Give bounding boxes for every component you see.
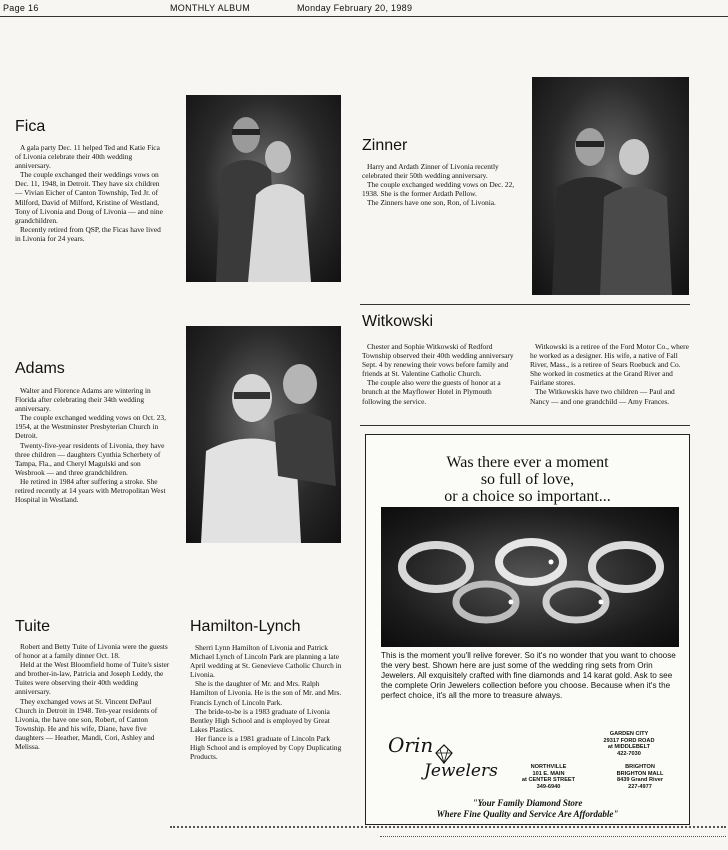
store-line: 8439 Grand River <box>616 777 664 784</box>
fica-paragraph: Recently retired from QSP, the Ficas have lived in Livonia for 24 years. <box>15 224 161 243</box>
fica-couple-photo <box>186 95 341 282</box>
adams-paragraph: He retired in 1984 after suffering a stroke. She retired recently at 14 years with Metropolitan West Hospital in Westland. <box>15 476 166 505</box>
hamilton-paragraph: The bride-to-be is a 1983 graduate of Livonia Bentley High School and is employed by Great Lakes Plastics. <box>190 706 330 734</box>
adams-paragraph: Twenty-five-year residents of Livonia, they have three children — daughters Cynthia Scherbety of Tampa, Fla., and Cheryl Magulski and son Wesbrook — and three grandchildren. <box>15 440 165 477</box>
tagline-line: Where Fine Quality and Service Are Affordable" <box>436 809 619 819</box>
zinner-paragraph: The couple exchanged wedding vows on Dec. 22, 1938. She is the former Ardath Pellow. <box>362 180 515 199</box>
adams-paragraph: The couple exchanged wedding vows on Oct. 23, 1954, at the Westminster Presbyterian Church in Detroit. <box>15 413 166 441</box>
store-line: at MIDDLEBELT <box>607 744 651 751</box>
store-line: at CENTER STREET <box>521 777 576 784</box>
hamilton-lynch-article <box>190 643 345 761</box>
fica-paragraph: A gala party Dec. 11 helped Ted and Katie Fica of Livonia celebrate their 40th wedding anniversary. <box>15 143 160 171</box>
hamilton-lynch-title: Hamilton-Lynch <box>190 618 301 635</box>
logo-orin: Orin <box>388 733 434 757</box>
witkowski-title: Witkowski <box>362 313 434 330</box>
store-brighton <box>594 764 686 790</box>
witkowski-top-rule <box>360 304 690 305</box>
store-line: 29317 FORD ROAD <box>603 737 655 744</box>
adams-paragraph: Walter and Florence Adams are wintering in Florida after celebrating their 34th wedding anniversary. <box>15 386 151 414</box>
store-garden-city <box>574 731 684 757</box>
fica-article <box>15 143 167 243</box>
ad-headline <box>366 454 689 505</box>
adams-article <box>15 386 170 504</box>
store-line: NORTHVILLE <box>530 764 567 770</box>
page-number: Page 16 <box>3 3 39 13</box>
tuite-paragraph: They exchanged vows at St. Vincent DePaul Church in Detroit in 1948. Ten-year residents of Livonia, the have one son, Robert, of Canton Township. He and his wife, Diane, have five daughters — Heather, Mandi, Cori, Ashley and Melissa. <box>15 696 158 752</box>
witkowski-bottom-rule <box>360 425 690 426</box>
store-line: 227-4977 <box>628 783 652 790</box>
store-line: 422-7030 <box>617 750 641 757</box>
orin-jewelers-logo <box>386 731 506 791</box>
issue-date: Monday February 20, 1989 <box>297 3 413 13</box>
tuite-article <box>15 642 170 751</box>
store-line: 349-6940 <box>536 783 561 790</box>
adams-title: Adams <box>15 360 65 377</box>
hamilton-paragraph: Her fiance is a 1981 graduate of Lincoln Park High School and is employed by Copy Duplicating Products. <box>190 733 342 762</box>
ad-headline-line: so full of love, <box>480 471 575 488</box>
section-name: MONTHLY ALBUM <box>170 3 251 13</box>
hamilton-paragraph: Sherri Lynn Hamilton of Livonia and Patrick Michael Lynch of Lincoln Park are planning a late April wedding at St. Genevieve Catholic Church in Livonia. <box>190 643 342 680</box>
store-line: BRIGHTON MALL <box>616 770 664 777</box>
ad-headline-line: Was there ever a moment <box>446 454 609 471</box>
wedding-rings-photo <box>381 507 679 647</box>
logo-jewelers: Jewelers <box>424 761 498 781</box>
store-line: GARDEN CITY <box>609 731 649 737</box>
ad-headline-line: or a choice so important... <box>444 488 611 505</box>
store-northville <box>506 764 591 790</box>
witkowski-paragraph: Chester and Sophie Witkowski of Redford Township observed their 40th wedding anniversary Sept. 4 by renewing their vows before family and friends at St. Valentine Catholic Church. <box>362 342 514 379</box>
store-line: 101 E. MAIN <box>532 770 565 777</box>
zinner-title: Zinner <box>362 137 408 154</box>
fica-title: Fica <box>15 118 46 135</box>
witkowski-column-1 <box>362 342 517 406</box>
orin-jewelers-ad <box>365 434 690 825</box>
zinner-couple-photo <box>532 77 689 295</box>
page-bottom-divider-2 <box>380 836 726 837</box>
tuite-paragraph: Held at the West Bloomfield home of Tuite's sister and brother-in-law, Patricia and Joseph Leddy, the Tuites were observing their 40th wedding anniversary. <box>15 660 170 697</box>
store-line: BRIGHTON <box>625 764 655 770</box>
ad-tagline <box>366 798 689 820</box>
hamilton-paragraph: She is the daughter of Mr. and Mrs. Ralph Hamilton of Livonia. He is the son of Mr. and Mrs. Francis Lynch of Lincoln Park. <box>190 679 342 707</box>
adams-couple-photo <box>186 326 341 543</box>
header-rule <box>0 16 728 17</box>
fica-paragraph: The couple exchanged their weddings vows on Dec. 11, 1948, in Detroit. They have six children — Vivian Eicher of Canton Township, Ted Jr. of Milford, David of Milford, Kristine of Westland, Tony of Livonia and Doug of Livonia — and nine grandchildren. <box>15 170 163 225</box>
witkowski-paragraph: The Witkowskis have two children — Paul and Nancy — and one grandchild — Amy Frances. <box>530 387 675 406</box>
page-bottom-divider <box>170 826 726 828</box>
tagline-line: "Your Family Diamond Store <box>472 798 583 808</box>
witkowski-column-2 <box>530 342 690 406</box>
tuite-title: Tuite <box>15 618 50 635</box>
zinner-paragraph: The Zinners have one son, Ron, of Livonia. <box>367 198 496 208</box>
tuite-paragraph: Robert and Betty Tuite of Livonia were the guests of honor at a family dinner Oct. 18. <box>15 642 168 661</box>
ad-body-copy: This is the moment you'll relive forever. So it's no wonder that you want to choose the very best. Shown here are just some of the wedding ring sets from Orin Jewelers. All exquisitely crafted with fine diamonds and 14 karat gold. Ask to see the complete Orin Jewelers collection before you choose. Because when it's the perfect choice, it's all the more to treasure always. <box>381 651 676 700</box>
witkowski-paragraph: The couple also were the guests of honor at a brunch at the Mayflower Hotel in Plymouth following the service. <box>362 378 501 406</box>
witkowski-paragraph: Witkowski is a retiree of the Ford Motor Co., where he worked as a designer. His wife, a native of Fall River, Mass., is a retiree of Sears Roebuck and Co. She worked in cosmetics at the Grand River and Fairlane stores. <box>530 342 689 388</box>
zinner-article <box>362 162 517 207</box>
zinner-paragraph: Harry and Ardath Zinner of Livonia recently celebrated their 50th wedding anniversary. <box>362 162 499 181</box>
